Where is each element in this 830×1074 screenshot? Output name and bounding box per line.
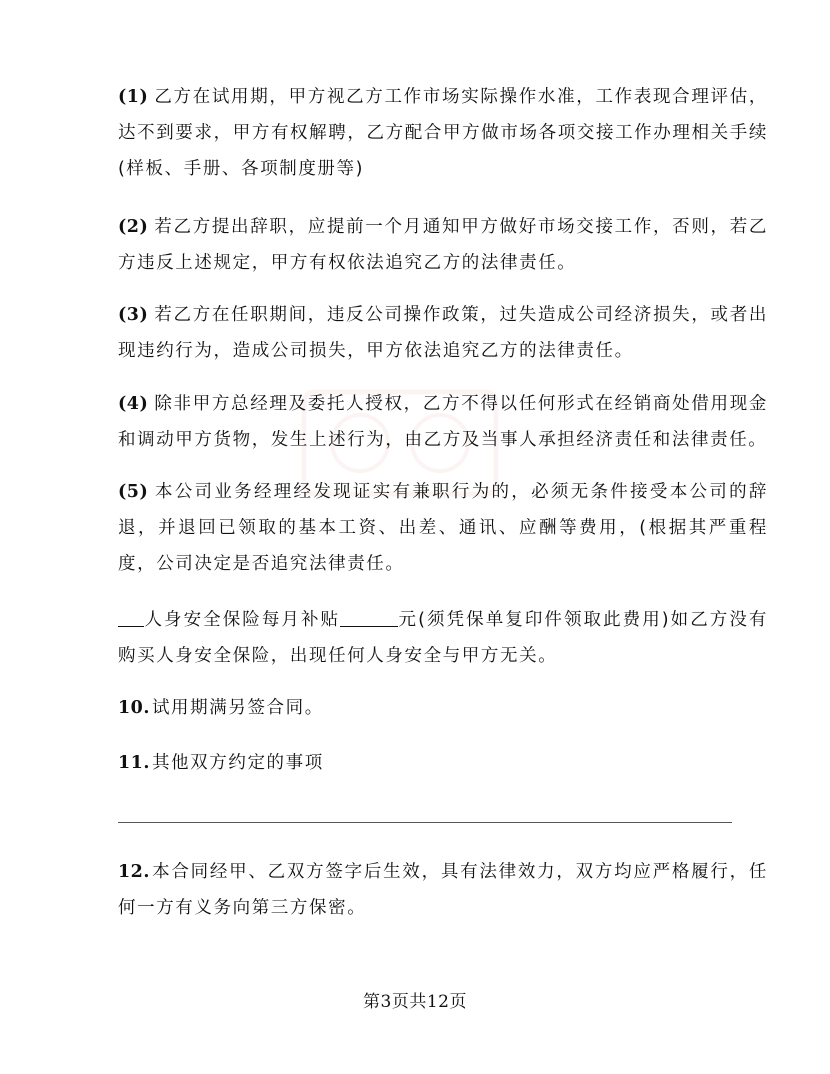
clause-1-text: 乙方在试用期，甲方视乙方工作市场实际操作水准，工作表现合理评估，达不到要求，甲方有权解聘，乙方配合甲方做市场各项交接工作办理相关手续(样板、手册、各项制度册等) (118, 87, 768, 179)
clause-3-text: 若乙方在任职期间，违反公司操作政策，过失造成公司经济损失，或者出现违约行为，造成公司损失，甲方依法追究乙方的法律责任。 (118, 305, 768, 361)
clause-1-number: (1) (118, 87, 149, 107)
item-12-number: 12. (118, 862, 150, 882)
item-11 (118, 745, 768, 781)
clause-3-number: (3) (118, 305, 149, 325)
item-12 (118, 854, 768, 926)
clause-3 (118, 297, 768, 369)
clause-4-number: (4) (118, 394, 149, 414)
clause-4-text: 除非甲方总经理及委托人授权，乙方不得以任何形式在经销商处借用现金和调动甲方货物，发生上述行为，由乙方及当事人承担经济责任和法律责任。 (118, 394, 768, 450)
insurance-clause (118, 602, 768, 674)
insurance-blank-1 (118, 608, 144, 627)
insurance-text-1: 人身安全保险每月补贴 (144, 610, 341, 630)
insurance-amount-blank (340, 608, 398, 627)
item-11-number: 11. (118, 753, 150, 773)
clause-2-number: (2) (118, 217, 149, 237)
item-12-text: 本合同经甲、乙双方签字后生效，具有法律效力，双方均应严格履行，任何一方有义务向第三方保密。 (118, 862, 768, 918)
item-10-number: 10. (118, 698, 150, 718)
fill-in-line (118, 822, 732, 823)
page-number-footer: 第3页共12页 (363, 992, 467, 1012)
item-10 (118, 690, 768, 726)
clause-5 (118, 474, 768, 582)
clause-1 (118, 79, 768, 187)
clause-5-number: (5) (118, 482, 149, 502)
item-11-text: 其他双方约定的事项 (151, 753, 324, 773)
clause-2 (118, 209, 768, 281)
item-10-text: 试用期满另签合同。 (151, 698, 324, 718)
clause-4 (118, 386, 768, 458)
clause-5-text: 本公司业务经理经发现证实有兼职行为的，必须无条件接受本公司的辞退，并退回已领取的基本工资、出差、通讯、应酬等费用，(根据其严重程度，公司决定是否追究法律责任。 (118, 482, 768, 574)
insurance-text-2: 元(须凭保单复印件领取此费用)如乙方没有购买人身安全保险，出现任何人身安全与甲方无关。 (118, 610, 769, 666)
clause-2-text: 若乙方提出辞职，应提前一个月通知甲方做好市场交接工作，否则，若乙方违反上述规定，甲方有权依法追究乙方的法律责任。 (118, 217, 768, 273)
